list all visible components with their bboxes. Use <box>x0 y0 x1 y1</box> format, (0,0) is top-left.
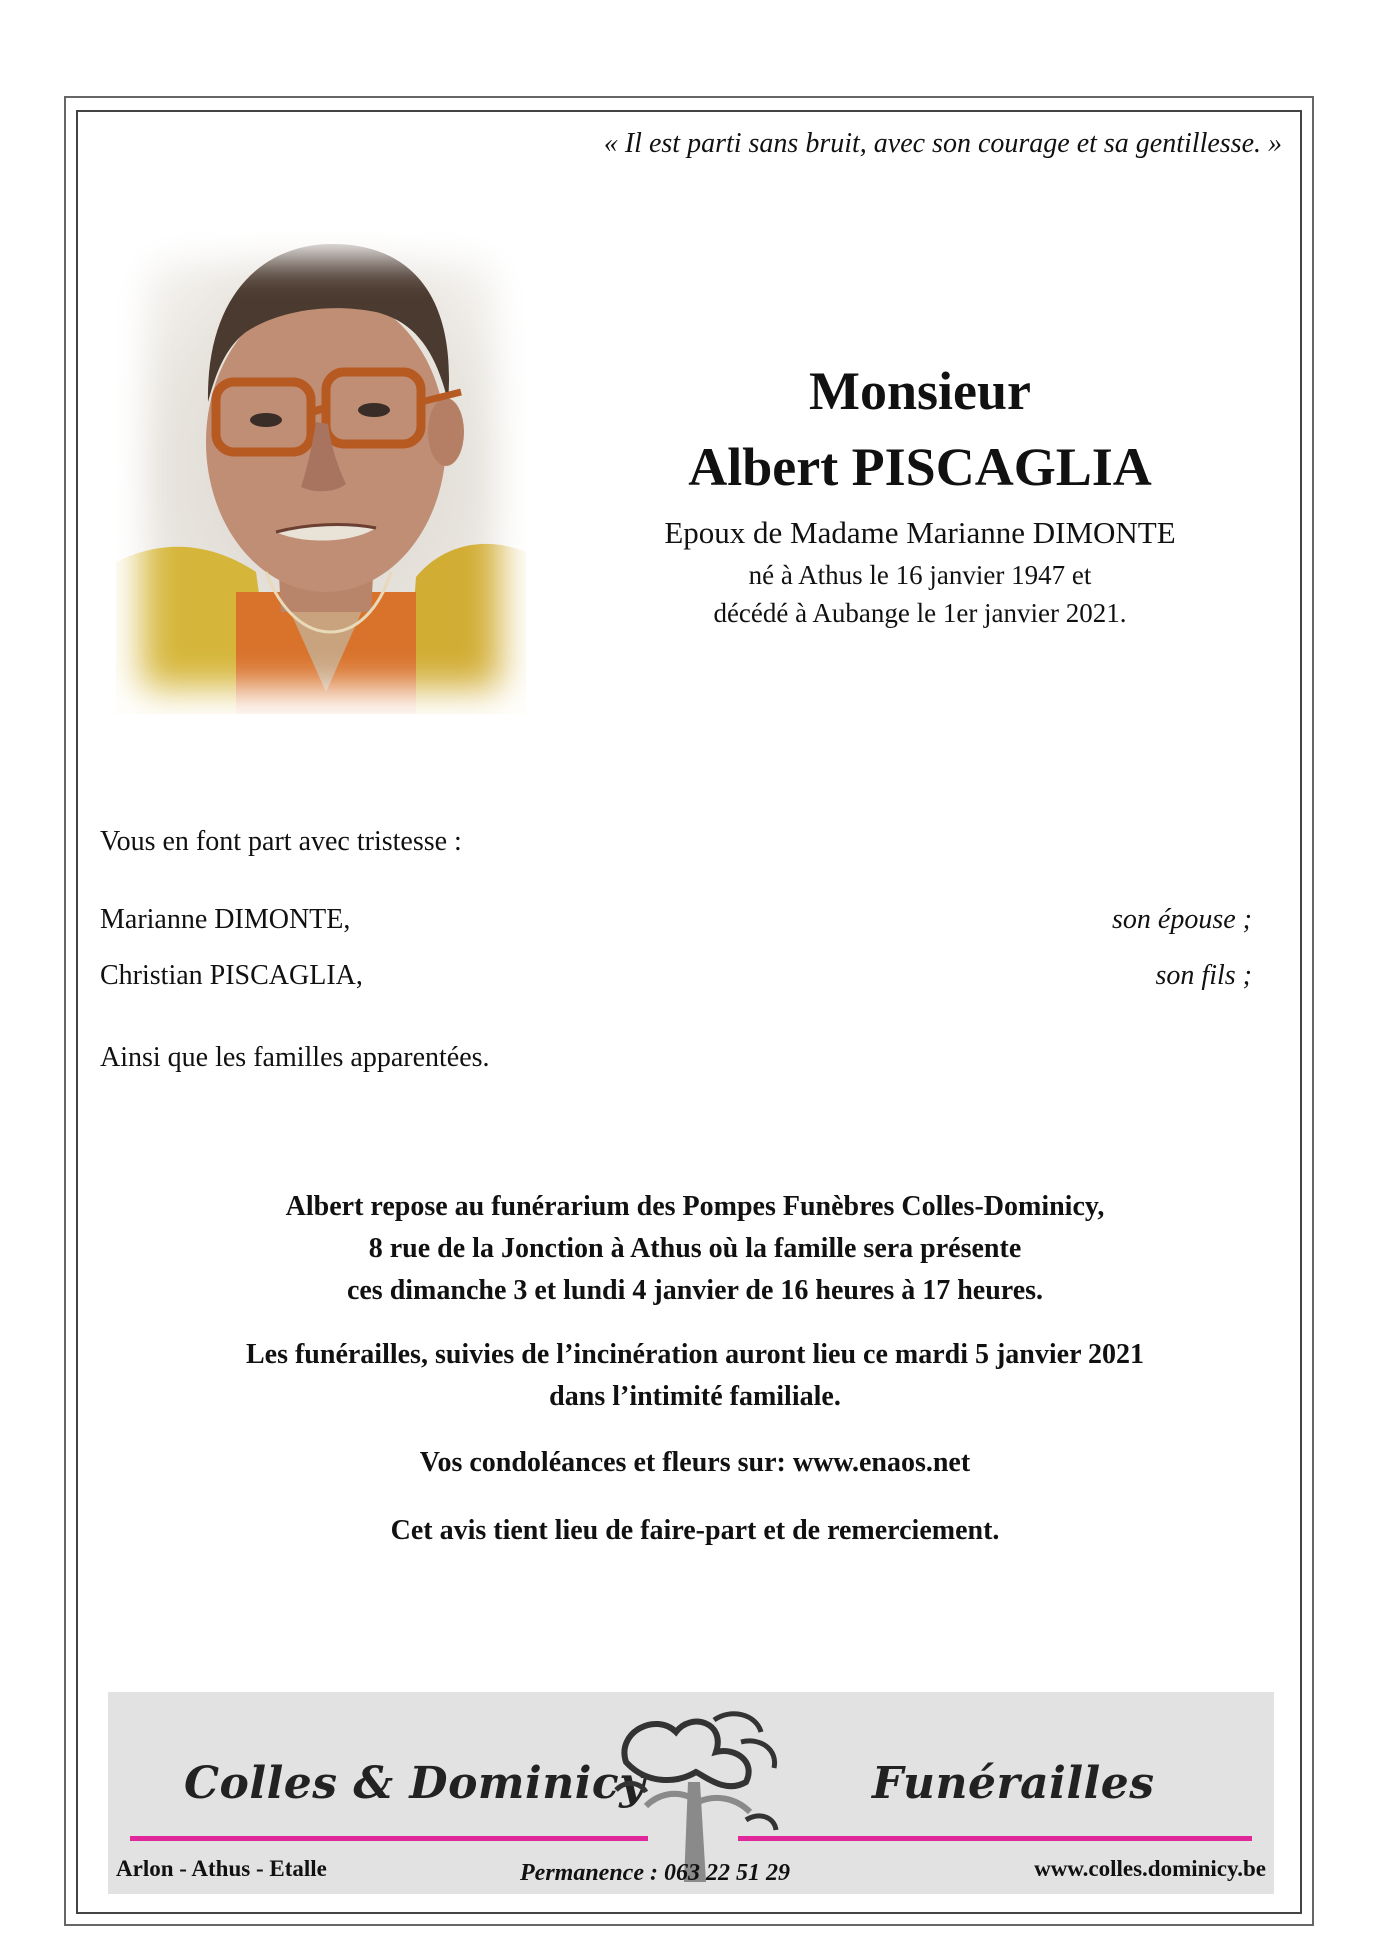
accent-rule-right <box>738 1836 1252 1841</box>
funeral-line: dans l’intimité familiale. <box>549 1381 841 1412</box>
family-relation: son fils ; <box>1155 960 1252 991</box>
salutation: Monsieur <box>809 361 1031 421</box>
notice-line: Cet avis tient lieu de faire-part et de remerciement. <box>390 1515 1000 1546</box>
epitaph-quote: « Il est parti sans bruit, avec son courage et sa gentillesse. » <box>603 128 1282 159</box>
funeral-home-banner <box>108 1692 1274 1894</box>
deceased-name: Albert PISCAGLIA <box>688 437 1152 497</box>
funeral-details <box>100 1334 1290 1418</box>
branch-locations: Arlon - Athus - Etalle <box>116 1856 327 1881</box>
announcement-intro: Vous en font part avec tristesse : <box>100 826 462 857</box>
condolences-line: Vos condoléances et fleurs sur: www.enaos.net <box>419 1447 971 1478</box>
viewing-line: Albert repose au funérarium des Pompes Funèbres Colles-Dominicy, <box>285 1191 1105 1222</box>
family-row <box>100 960 1252 992</box>
relatives-line: Ainsi que les familles apparentées. <box>100 1042 490 1073</box>
family-row <box>100 904 1252 936</box>
brand-name: Colles & Dominicy <box>184 1758 646 1809</box>
family-member-name: Marianne DIMONTE, <box>100 904 351 935</box>
brand-tagline: Funérailles <box>872 1758 1155 1809</box>
deceased-header <box>560 360 1280 632</box>
viewing-line: 8 rue de la Jonction à Athus où la famille sera présente <box>368 1233 1022 1264</box>
birth-line: né à Athus le 16 janvier 1947 et <box>748 560 1092 590</box>
website-link[interactable]: www.colles.dominicy.be <box>1034 1856 1266 1881</box>
family-relation: son épouse ; <box>1112 904 1252 935</box>
death-line: décédé à Aubange le 1er janvier 2021. <box>713 598 1127 628</box>
spouse-line: Epoux de Madame Marianne DIMONTE <box>664 515 1176 550</box>
viewing-details <box>100 1186 1290 1312</box>
family-member-name: Christian PISCAGLIA, <box>100 960 363 991</box>
viewing-line: ces dimanche 3 et lundi 4 janvier de 16 heures à 17 heures. <box>346 1275 1044 1306</box>
permanence-phone: Permanence : 063 22 51 29 <box>520 1860 790 1886</box>
accent-rule-left <box>130 1836 648 1841</box>
funeral-line: Les funérailles, suivies de l’incinération auront lieu ce mardi 5 janvier 2021 <box>245 1339 1145 1370</box>
portrait-photo <box>116 232 526 714</box>
